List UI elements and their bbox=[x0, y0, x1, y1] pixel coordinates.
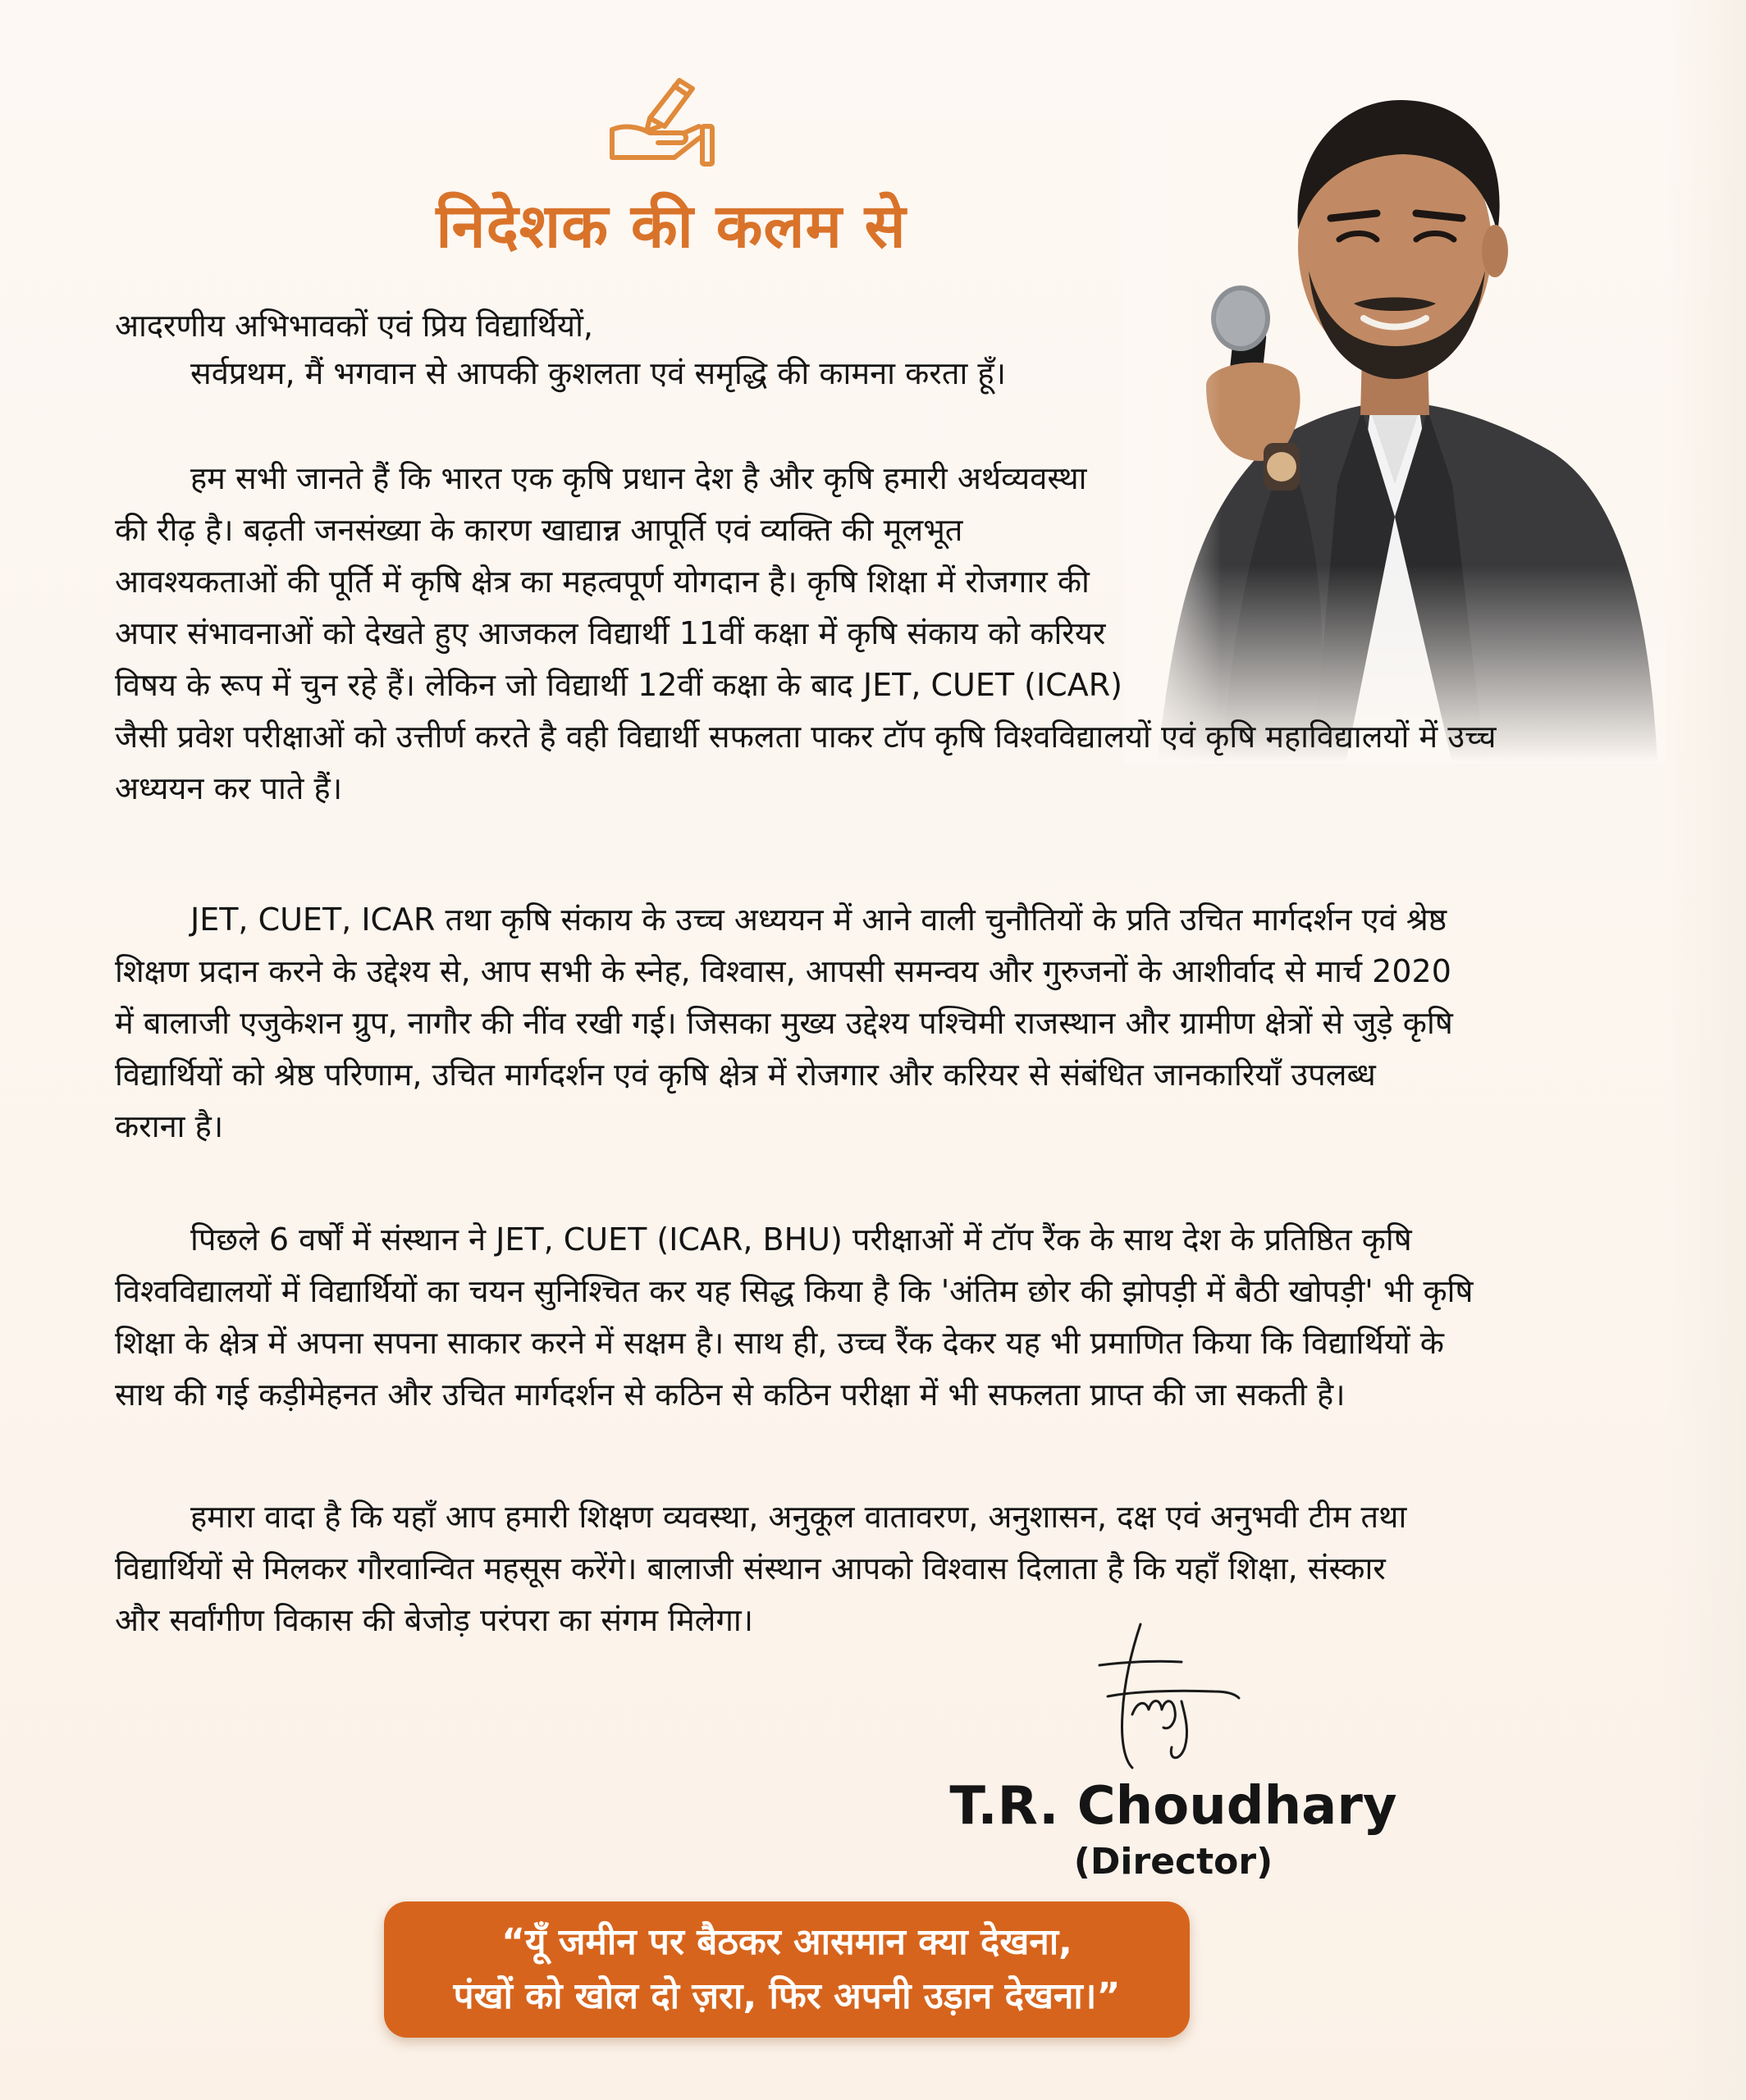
paragraph-line: विषय के रूप में चुन रहे हैं। लेकिन जो विद्यार्थी 12वीं कक्षा के बाद JET, CUET (ICAR) bbox=[115, 667, 1122, 703]
director-name: T.R. Choudhary bbox=[949, 1776, 1397, 1837]
paragraph-line: विद्यार्थियों से मिलकर गौरवान्वित महसूस करेंगे। बालाजी संस्थान आपको विश्वास दिलाता है कि यहाँ शिक्षा, संस्कार bbox=[115, 1550, 1386, 1586]
quote-line-2: पंखों को खोल दो ज़रा, फिर अपनी उड़ान देखना।” bbox=[453, 1975, 1121, 2017]
page-title: निदेशक की कलम से bbox=[436, 191, 907, 262]
quote-box bbox=[384, 1901, 1190, 2038]
paragraph-line: कराना है। bbox=[115, 1108, 224, 1144]
paragraph-line: शिक्षा के क्षेत्र में अपना सपना साकार करने में सक्षम है। साथ ही, उच्च रैंक देकर यह भी प्रमाणित किया कि विद्यार्थियों के bbox=[115, 1325, 1444, 1361]
paragraph-line: पिछले 6 वर्षों में संस्थान ने JET, CUET (ICAR, BHU) परीक्षाओं में टॉप रैंक के साथ देश के प्रतिष्ठित कृषि bbox=[190, 1221, 1412, 1258]
paragraph-line: अध्ययन कर पाते हैं। bbox=[115, 770, 343, 806]
quote-line-1: “यूँ जमीन पर बैठकर आसमान क्या देखना, bbox=[501, 1921, 1072, 1963]
paragraph-2 bbox=[115, 894, 1453, 1153]
handwritten-signature bbox=[1083, 1616, 1247, 1780]
greeting: सर्वप्रथम, मैं भगवान से आपकी कुशलता एवं समृद्धि की कामना करता हूँ। bbox=[190, 355, 1006, 391]
paragraph-3 bbox=[115, 1214, 1473, 1421]
paragraph-line: अपार संभावनाओं को देखते हुए आजकल विद्यार्थी 11वीं कक्षा में कृषि संकाय को करियर bbox=[115, 615, 1106, 651]
paragraph-line: और सर्वांगीण विकास की बेजोड़ परंपरा का संगम मिलेगा। bbox=[115, 1602, 754, 1638]
paragraph-line: आवश्यकताओं की पूर्ति में कृषि क्षेत्र का महत्वपूर्ण योगदान है। कृषि शिक्षा में रोजगार की bbox=[115, 564, 1090, 600]
paragraph-line: शिक्षण प्रदान करने के उद्देश्य से, आप सभी के स्नेह, विश्वास, आपसी समन्वय और गुरुजनों के आशीर्वाद से मार्च 2020 bbox=[115, 953, 1451, 989]
director-role: (Director) bbox=[1073, 1841, 1273, 1883]
paragraph-line: हमारा वादा है कि यहाँ आप हमारी शिक्षण व्यवस्था, अनुकूल वातावरण, अनुशासन, दक्ष एवं अनुभवी टीम तथा bbox=[190, 1499, 1407, 1535]
paragraph-line: में बालाजी एजुकेशन ग्रुप, नागौर की नींव रखी गई। जिसका मुख्य उद्देश्य पश्चिमी राजस्थान और ग्रामीण क्षेत्रों से जुड़े कृषि bbox=[115, 1005, 1453, 1041]
letter-opening bbox=[115, 302, 1493, 397]
paragraph-line: विश्वविद्यालयों में विद्यार्थियों का चयन सुनिश्चित कर यह सिद्ध किया है कि 'अंतिम छोर की झोपड़ी में बैठी खोपड़ी' भी कृषि bbox=[115, 1273, 1474, 1309]
paragraph-line: जैसी प्रवेश परीक्षाओं को उत्तीर्ण करते है वही विद्यार्थी सफलता पाकर टॉप कृषि विश्वविद्यालयों एवं कृषि महाविद्यालयों में उच्च bbox=[115, 719, 1497, 755]
salutation: आदरणीय अभिभावकों एवं प्रिय विद्यार्थियों, bbox=[115, 308, 594, 344]
paragraph-line: JET, CUET, ICAR तथा कृषि संकाय के उच्च अध्ययन में आने वाली चुनौतियों के प्रति उचित मार्गदर्शन एवं श्रेष्ठ bbox=[190, 902, 1447, 938]
paragraph-line: की रीढ़ है। बढ़ती जनसंख्या के कारण खाद्यान्न आपूर्ति एवं व्यक्ति की मूलभूत bbox=[115, 512, 963, 548]
paragraph-line: हम सभी जानते हैं कि भारत एक कृषि प्रधान देश है और कृषि हमारी अर्थव्यवस्था bbox=[190, 460, 1087, 496]
paragraph-line: साथ की गई कड़ीमेहनत और उचित मार्गदर्शन से कठिन से कठिन परीक्षा में भी सफलता प्राप्त की जा सकती है। bbox=[115, 1376, 1346, 1413]
writing-hand-icon bbox=[599, 72, 722, 167]
paragraph-1 bbox=[115, 453, 1497, 815]
paragraph-line: विद्यार्थियों को श्रेष्ठ परिणाम, उचित मार्गदर्शन एवं कृषि क्षेत्र में रोजगार और करियर से संबंधित जानकारियाँ उपलब्ध bbox=[115, 1057, 1376, 1093]
page-edge-shadow bbox=[1667, 0, 1746, 2100]
